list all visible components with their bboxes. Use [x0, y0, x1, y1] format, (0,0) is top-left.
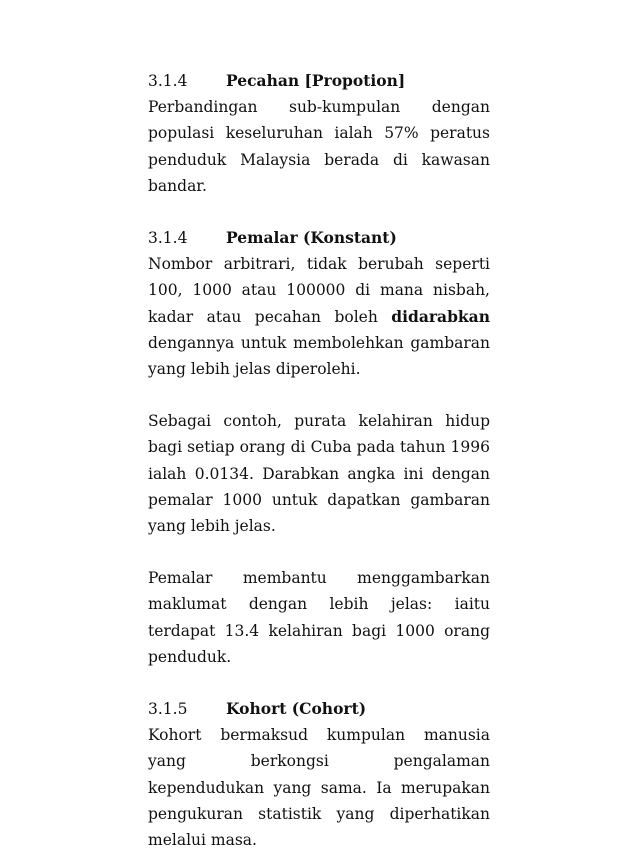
paragraph-spacer: [148, 670, 490, 696]
example-paragraph: Sebagai contoh, purata kelahiran hidup bagi setiap orang di Cuba pada tahun 1996 ialah 0.0134. Darabkan angka ini dengan pemalar 1000 untuk dapatkan gambaran yang lebih jelas.: [148, 412, 490, 536]
paragraph-spacer: [148, 382, 490, 408]
section-heading-kohort: [148, 696, 490, 722]
paragraph-text: dengannya untuk membolehkan gambaran yang lebih jelas diperolehi.: [148, 333, 490, 379]
section-heading-pecahan: [148, 68, 490, 94]
section-paragraph-pecahan: Perbandingan sub-kumpulan dengan populasi keseluruhan ialah 57% peratus penduduk Malaysia berada di kawasan bandar.: [148, 98, 490, 195]
section-title: Kohort (Cohort): [226, 699, 367, 719]
section-paragraph-kohort: Kohort bermaksud kumpulan manusia yang berkongsi pengalaman kependudukan yang sama. Ia merupakan pengukuran statistik yang diperhatikan melalui masa.: [148, 726, 490, 850]
section-paragraph-pemalar: [148, 251, 490, 382]
conclusion-paragraph: Pemalar membantu menggambarkan maklumat dengan lebih jelas: iaitu terdapat 13.4 kelahiran bagi 1000 orang penduduk.: [148, 569, 490, 666]
document-content: [148, 68, 490, 853]
section-number: 3.1.4: [148, 229, 188, 248]
section-number: 3.1.4: [148, 72, 188, 90]
paragraph-spacer: [148, 539, 490, 565]
section-title: Pecahan [Propotion]: [226, 71, 406, 90]
section-number: 3.1.5: [148, 700, 188, 719]
section-heading-pemalar: [148, 225, 490, 251]
paragraph-spacer: [148, 199, 490, 225]
paragraph-text: Nombor arbitrari, tidak berubah seperti 100, 1000 atau 100000 di mana nisbah, kadar atau pecahan boleh: [148, 255, 490, 326]
section-title: Pemalar (Konstant): [226, 228, 397, 248]
bold-term: didarabkan: [391, 306, 490, 326]
